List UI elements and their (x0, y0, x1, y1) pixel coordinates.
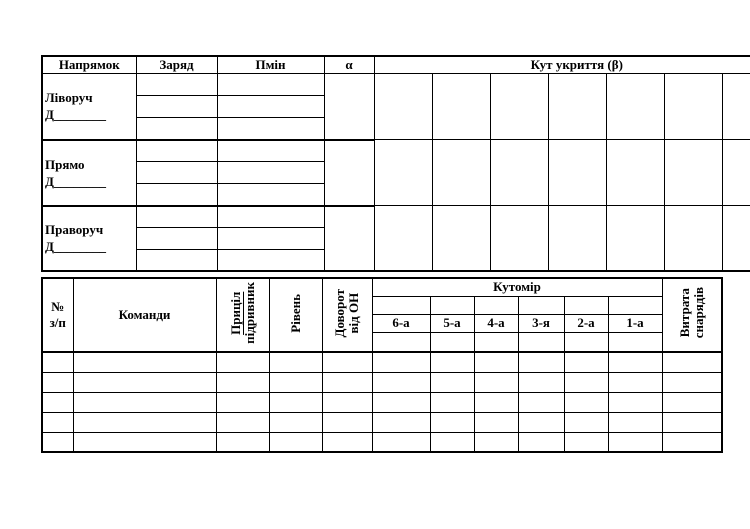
commands-table (41, 277, 723, 453)
cell[interactable] (606, 140, 664, 206)
cell[interactable] (564, 352, 608, 372)
cell[interactable] (722, 74, 750, 140)
cell[interactable] (564, 432, 608, 452)
cell (564, 332, 608, 352)
header-goniometer-1: 1-а (608, 314, 662, 332)
header-number-symbol: № (51, 299, 65, 314)
cell[interactable] (73, 352, 216, 372)
cell[interactable] (608, 412, 662, 432)
cell[interactable] (136, 250, 217, 271)
cell[interactable] (324, 206, 374, 271)
cell[interactable] (136, 162, 217, 184)
header-turn-text (333, 289, 361, 338)
header-number (42, 278, 73, 352)
header-ammo (662, 278, 722, 352)
cell[interactable] (216, 432, 269, 452)
cell[interactable] (518, 412, 564, 432)
cell[interactable] (42, 432, 73, 452)
cell[interactable] (548, 140, 606, 206)
cell[interactable] (662, 352, 722, 372)
direction-left-cell (42, 74, 136, 140)
header-goniometer-5: 5-а (430, 314, 474, 332)
cell[interactable] (490, 74, 548, 140)
direction-straight-distance: Д________ (45, 173, 106, 189)
cell[interactable] (372, 432, 430, 452)
cell[interactable] (136, 206, 217, 228)
cell[interactable] (216, 412, 269, 432)
cell[interactable] (548, 74, 606, 140)
cell[interactable] (608, 392, 662, 412)
cell[interactable] (322, 432, 372, 452)
header-change: Пмін (217, 56, 324, 74)
header-charge: Заряд (136, 56, 217, 74)
cover-angle-table (41, 55, 750, 272)
cell[interactable] (136, 96, 217, 118)
cell[interactable] (430, 372, 474, 392)
cell[interactable] (136, 228, 217, 250)
header-goniometer-6: 6-а (372, 314, 430, 332)
cell[interactable] (42, 392, 73, 412)
direction-right-name: Праворуч (45, 222, 104, 237)
cell[interactable] (217, 184, 324, 206)
header-turn-1: Доворот (332, 288, 347, 338)
cell[interactable] (564, 372, 608, 392)
cell[interactable] (664, 140, 722, 206)
header-ammo-2: снарядів (690, 287, 706, 339)
direction-right-cell (42, 206, 136, 271)
cell[interactable] (474, 352, 518, 372)
cell[interactable] (42, 352, 73, 372)
cell[interactable] (217, 206, 324, 228)
cell[interactable] (136, 118, 217, 140)
cell[interactable] (662, 412, 722, 432)
header-cover-angle: Кут укриття (β) (374, 56, 750, 74)
cell[interactable] (324, 74, 374, 140)
cell[interactable] (518, 432, 564, 452)
cell[interactable] (430, 392, 474, 412)
cell[interactable] (322, 412, 372, 432)
direction-left-name: Ліворуч (45, 90, 93, 106)
cell[interactable] (518, 372, 564, 392)
cell[interactable] (372, 392, 430, 412)
cell[interactable] (432, 140, 490, 206)
cell (372, 332, 430, 352)
cell (430, 296, 474, 314)
cell[interactable] (322, 392, 372, 412)
cell (430, 332, 474, 352)
header-goniometer-4: 4-а (474, 314, 518, 332)
cell[interactable] (606, 74, 664, 140)
cell[interactable] (664, 74, 722, 140)
cell[interactable] (217, 140, 324, 162)
table-row (42, 412, 722, 432)
header-commands: Команди (73, 278, 216, 352)
cell[interactable] (216, 392, 269, 412)
direction-straight-name: Прямо (45, 156, 85, 172)
table-row (42, 372, 722, 392)
cell[interactable] (722, 206, 750, 271)
cell[interactable] (474, 432, 518, 452)
cell[interactable] (548, 206, 606, 271)
cell[interactable] (490, 206, 548, 271)
cell[interactable] (136, 184, 217, 206)
header-level (269, 278, 322, 352)
cell[interactable] (430, 412, 474, 432)
cell[interactable] (608, 432, 662, 452)
cell[interactable] (217, 228, 324, 250)
cell[interactable] (490, 140, 548, 206)
cell[interactable] (136, 140, 217, 162)
cell (518, 332, 564, 352)
cell[interactable] (608, 352, 662, 372)
header-sight: Приціл (227, 291, 243, 335)
cell[interactable] (216, 372, 269, 392)
cell[interactable] (73, 392, 216, 412)
cell[interactable] (374, 140, 432, 206)
cell[interactable] (662, 372, 722, 392)
cell[interactable] (474, 412, 518, 432)
cell[interactable] (322, 372, 372, 392)
cell[interactable] (217, 162, 324, 184)
direction-right-distance: Д________ (45, 239, 106, 254)
header-turn-2: від ОН (346, 292, 361, 334)
header-ammo-1: Витрата (676, 288, 692, 338)
cell[interactable] (217, 118, 324, 140)
header-alpha: α (324, 56, 374, 74)
cell (474, 296, 518, 314)
cell[interactable] (608, 372, 662, 392)
cell (564, 296, 608, 314)
cell[interactable] (269, 352, 322, 372)
header-number-abbr: з/п (49, 315, 66, 330)
cell[interactable] (430, 352, 474, 372)
cell[interactable] (217, 74, 324, 96)
cell[interactable] (372, 352, 430, 372)
header-turn-from-on (322, 278, 372, 352)
cell[interactable] (664, 206, 722, 271)
cell[interactable] (372, 372, 430, 392)
cell[interactable] (73, 372, 216, 392)
header-fuze: підривник (241, 282, 257, 344)
cell[interactable] (518, 352, 564, 372)
header-direction: Напрямок (42, 56, 136, 74)
cell[interactable] (322, 352, 372, 372)
cell[interactable] (269, 372, 322, 392)
cell[interactable] (564, 392, 608, 412)
cell[interactable] (42, 372, 73, 392)
cell[interactable] (217, 250, 324, 271)
cell[interactable] (662, 392, 722, 412)
header-goniometer: Кутомір (372, 278, 662, 296)
cell[interactable] (269, 412, 322, 432)
header-sight-fuze (216, 278, 269, 352)
cell[interactable] (372, 412, 430, 432)
cell[interactable] (136, 74, 217, 96)
table-row (42, 352, 722, 372)
table-row (42, 392, 722, 412)
cell[interactable] (324, 140, 374, 206)
cell[interactable] (606, 206, 664, 271)
direction-left-distance: Д________ (45, 107, 106, 123)
cell[interactable] (374, 74, 432, 140)
cell[interactable] (374, 206, 432, 271)
cell[interactable] (474, 392, 518, 412)
cell[interactable] (430, 432, 474, 452)
header-sight-fuze-text (229, 282, 257, 344)
table-row (42, 432, 722, 452)
cell[interactable] (432, 206, 490, 271)
header-goniometer-3: 3-я (518, 314, 564, 332)
cell (608, 332, 662, 352)
direction-straight-cell (42, 140, 136, 206)
cell[interactable] (662, 432, 722, 452)
cell[interactable] (42, 412, 73, 432)
cell[interactable] (518, 392, 564, 412)
header-level-text: Рівень (287, 293, 303, 333)
cell[interactable] (564, 412, 608, 432)
cell (518, 296, 564, 314)
cell[interactable] (73, 432, 216, 452)
cell (474, 332, 518, 352)
cell[interactable] (269, 432, 322, 452)
header-goniometer-2: 2-а (564, 314, 608, 332)
cell[interactable] (216, 352, 269, 372)
cell[interactable] (474, 372, 518, 392)
cell (372, 296, 430, 314)
header-ammo-text (678, 287, 706, 338)
cell[interactable] (269, 392, 322, 412)
cell[interactable] (73, 412, 216, 432)
cell[interactable] (722, 140, 750, 206)
cell (608, 296, 662, 314)
cell[interactable] (217, 96, 324, 118)
cell[interactable] (432, 74, 490, 140)
